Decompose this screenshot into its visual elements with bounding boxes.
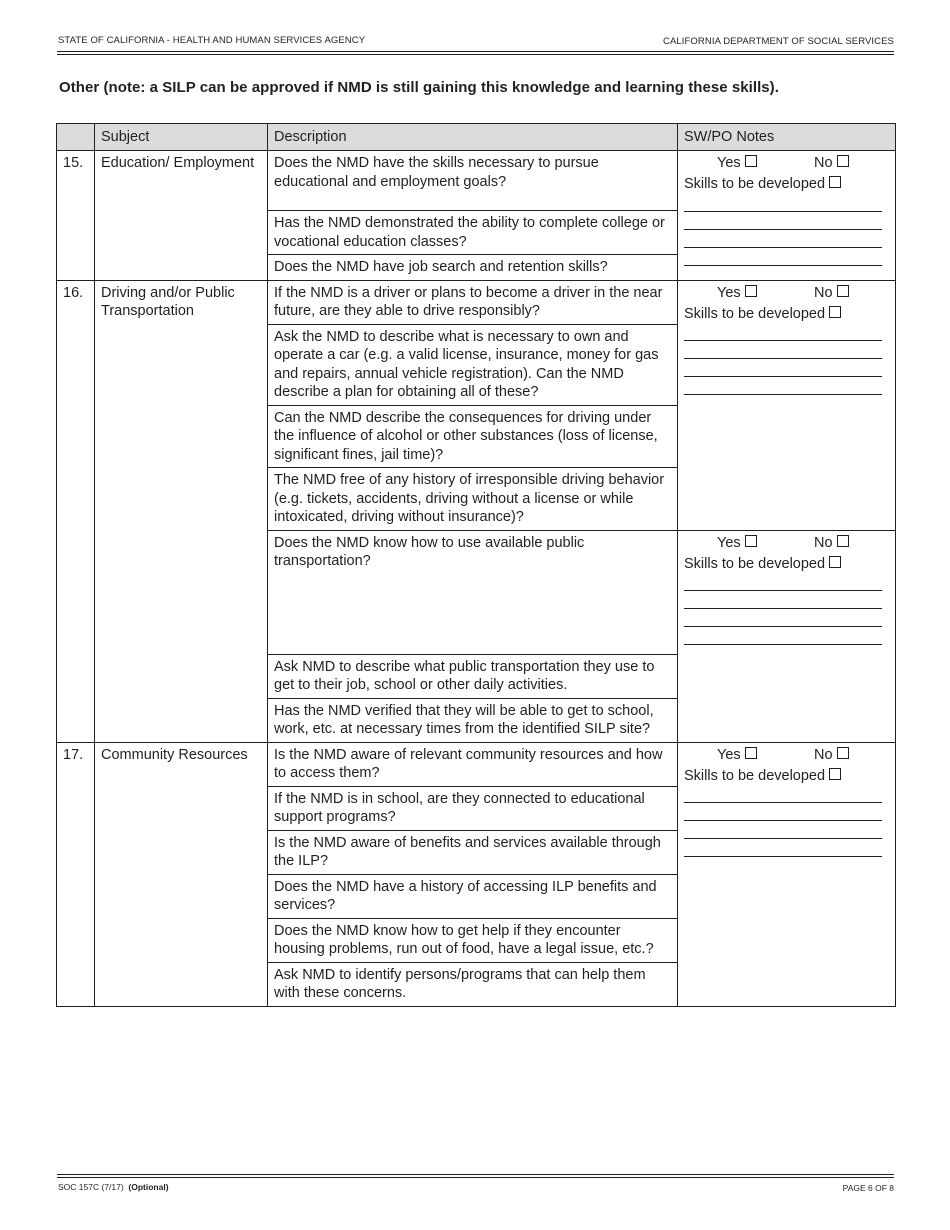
skills-label: Skills to be developed xyxy=(684,305,826,322)
section-intro: Other (note: a SILP can be approved if NMD is still gaining this knowledge and learning these skills). xyxy=(59,79,779,96)
skills-label: Skills to be developed xyxy=(684,767,826,784)
item-detail: The NMD free of any history of irresponsible driving behavior (e.g. tickets, accidents, driving without a license or while intoxicated, driving without insurance)? xyxy=(268,468,678,531)
header-rule-bottom xyxy=(57,54,894,55)
yes-checkbox[interactable] xyxy=(745,535,757,547)
notes-line[interactable] xyxy=(684,212,882,230)
form-id xyxy=(58,1182,169,1192)
notes-line[interactable] xyxy=(684,248,882,266)
notes-line[interactable] xyxy=(684,839,882,857)
notes-line[interactable] xyxy=(684,803,882,821)
no-label: No xyxy=(814,746,833,763)
item-question: Is the NMD aware of relevant community resources and how to access them? xyxy=(268,742,678,786)
footer-rule-top xyxy=(57,1174,894,1175)
table-row xyxy=(57,151,896,211)
page-number: PAGE 6 OF 8 xyxy=(842,1183,894,1193)
col-header-description: Description xyxy=(268,124,678,151)
notes-cell xyxy=(678,151,896,281)
no-checkbox[interactable] xyxy=(837,285,849,297)
footer-rule-bottom xyxy=(57,1177,894,1178)
form-number: SOC 157C (7/17) xyxy=(58,1182,124,1192)
item-subject: Driving and/or Public Transportation xyxy=(95,280,268,742)
skills-checkbox[interactable] xyxy=(829,768,841,780)
item-detail: Does the NMD have job search and retention skills? xyxy=(268,255,678,281)
notes-line[interactable] xyxy=(684,785,882,803)
item-detail: Does the NMD know how to get help if they encounter housing problems, run out of food, have a legal issue, etc.? xyxy=(268,918,678,962)
yes-checkbox[interactable] xyxy=(745,285,757,297)
skills-row xyxy=(684,175,889,194)
yes-label: Yes xyxy=(717,284,741,301)
item-detail: Has the NMD demonstrated the ability to complete college or vocational education classes? xyxy=(268,211,678,255)
item-detail: Ask the NMD to describe what is necessary to own and operate a car (e.g. a valid license, insurance, money for gas and repairs, annual vehicle registration). Can the NMD describe a plan for obtaining all of these? xyxy=(268,324,678,405)
col-header-number xyxy=(57,124,95,151)
notes-line[interactable] xyxy=(684,230,882,248)
skills-label: Skills to be developed xyxy=(684,555,826,572)
item-detail: Ask NMD to describe what public transportation they use to get to their job, school or other daily activities. xyxy=(268,654,678,698)
notes-line[interactable] xyxy=(684,323,882,341)
department-header: CALIFORNIA DEPARTMENT OF SOCIAL SERVICES xyxy=(663,36,894,47)
header-rule-top xyxy=(57,51,894,52)
notes-line[interactable] xyxy=(684,359,882,377)
yes-label: Yes xyxy=(717,534,741,551)
yes-checkbox[interactable] xyxy=(745,155,757,167)
item-number: 17. xyxy=(57,742,95,1006)
notes-line[interactable] xyxy=(684,627,882,645)
notes-cell xyxy=(678,530,896,742)
no-label: No xyxy=(814,534,833,551)
item-question: If the NMD is a driver or plans to become a driver in the near future, are they able to drive responsibly? xyxy=(268,280,678,324)
item-subject: Community Resources xyxy=(95,742,268,1006)
item-number: 16. xyxy=(57,280,95,742)
skills-row xyxy=(684,305,889,324)
notes-line[interactable] xyxy=(684,609,882,627)
item-detail: Is the NMD aware of benefits and services available through the ILP? xyxy=(268,830,678,874)
table-row xyxy=(57,742,896,786)
assessment-table xyxy=(56,123,896,1007)
skills-checkbox[interactable] xyxy=(829,306,841,318)
notes-line[interactable] xyxy=(684,591,882,609)
optional-label: (Optional) xyxy=(128,1182,169,1192)
item-detail: If the NMD is in school, are they connected to educational support programs? xyxy=(268,786,678,830)
col-header-subject: Subject xyxy=(95,124,268,151)
no-label: No xyxy=(814,155,833,171)
no-checkbox[interactable] xyxy=(837,535,849,547)
notes-cell xyxy=(678,742,896,1006)
skills-checkbox[interactable] xyxy=(829,556,841,568)
agency-header: STATE OF CALIFORNIA - HEALTH AND HUMAN SERVICES AGENCY xyxy=(58,35,366,46)
item-number: 15. xyxy=(57,151,95,281)
no-checkbox[interactable] xyxy=(837,747,849,759)
item-detail: Has the NMD verified that they will be able to get to school, work, etc. at necessary times from the identified SILP site? xyxy=(268,698,678,742)
yes-label: Yes xyxy=(717,155,741,171)
skills-label: Skills to be developed xyxy=(684,176,826,192)
no-checkbox[interactable] xyxy=(837,155,849,167)
item-question: Does the NMD know how to use available public transportation? xyxy=(268,530,678,654)
notes-line[interactable] xyxy=(684,194,882,212)
yes-no-row xyxy=(684,746,889,767)
table-header-row xyxy=(57,124,896,151)
yes-no-row xyxy=(684,284,889,305)
col-header-notes: SW/PO Notes xyxy=(678,124,896,151)
item-detail: Does the NMD have a history of accessing ILP benefits and services? xyxy=(268,874,678,918)
notes-cell xyxy=(678,280,896,530)
no-label: No xyxy=(814,284,833,301)
skills-row xyxy=(684,555,889,574)
yes-label: Yes xyxy=(717,746,741,763)
notes-line[interactable] xyxy=(684,341,882,359)
notes-line[interactable] xyxy=(684,573,882,591)
yes-no-row xyxy=(684,534,889,555)
skills-checkbox[interactable] xyxy=(829,176,841,188)
table-row xyxy=(57,280,896,324)
notes-line[interactable] xyxy=(684,821,882,839)
item-detail: Ask NMD to identify persons/programs that can help them with these concerns. xyxy=(268,962,678,1006)
notes-line[interactable] xyxy=(684,377,882,395)
item-detail: Can the NMD describe the consequences for driving under the influence of alcohol or other substances (loss of license, significant fines, jail time)? xyxy=(268,405,678,468)
item-question: Does the NMD have the skills necessary to pursue educational and employment goals? xyxy=(268,151,678,211)
yes-checkbox[interactable] xyxy=(745,747,757,759)
yes-no-row xyxy=(684,154,889,175)
skills-row xyxy=(684,767,889,786)
item-subject: Education/ Employment xyxy=(95,151,268,281)
